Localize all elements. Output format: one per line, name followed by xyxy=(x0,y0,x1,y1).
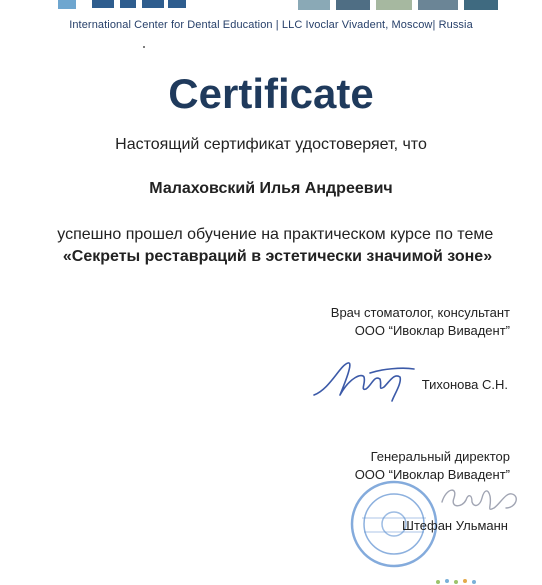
recipient-name: Малаховский Илья Андреевич xyxy=(149,180,393,197)
course-statement xyxy=(55,224,500,268)
signature-1 xyxy=(310,355,420,405)
signatory-1-titles xyxy=(331,304,510,340)
signatory-1-name: Тихонова С.Н. xyxy=(421,377,508,392)
signatory-1-position: Врач стоматолог, консультант xyxy=(330,305,510,320)
course-statement-prefix: успешно прошел обучение на практическом курсе по теме xyxy=(57,226,494,243)
signatory-2-name: Штефан Ульманн xyxy=(402,518,508,533)
decorative-dot xyxy=(143,46,145,48)
signatory-2-position: Генеральный директор xyxy=(370,449,510,464)
course-name: «Секреты реставраций в эстетически значимой зоне» xyxy=(62,248,493,265)
signatory-2-company: ООО “Ивоклар Вивадент” xyxy=(354,467,510,482)
signature-2 xyxy=(436,478,526,518)
organization-line: International Center for Dental Education | LLC Ivoclar Vivadent, Moscow| Russia xyxy=(69,19,473,31)
certificate-intro: Настоящий сертификат удостоверяет, что xyxy=(115,136,427,153)
icde-logo xyxy=(0,0,542,14)
certificate-title: Certificate xyxy=(168,70,374,117)
decorative-dots xyxy=(430,576,490,585)
signatory-1-company: ООО “Ивоклар Вивадент” xyxy=(354,323,510,338)
